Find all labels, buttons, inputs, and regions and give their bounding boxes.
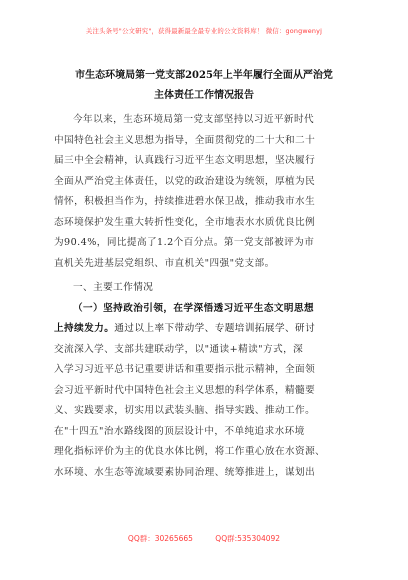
paragraph-line: 态环境保护发生重大转折性变化，全市地表水水质优良比例	[54, 216, 316, 228]
paragraph-line: 为90.4%，同比提高了1.2个百分点。第一党支部被评为市	[54, 237, 315, 248]
paragraph-line: 入学习习近平总书记重要讲话和重要指示批示精神，全面领	[54, 364, 316, 375]
paragraph-line: 会习近平新时代中国特色社会主义思想的科学体系，精髓要	[54, 384, 316, 396]
paragraph-line: 全面从严治党主体责任，以党的政治建设为统领，厚植为民	[54, 175, 316, 187]
subsection-heading-continued	[54, 319, 358, 340]
paragraph-line: 情怀，积极担当作为，持续推进碧水保卫战，推动我市水生	[54, 196, 316, 207]
paragraph-line: 义、实践要求，切实用以武装头脑、指导实践、推动工作。	[54, 405, 316, 416]
header-banner: 关注头条号"公文研究"，获得最新最全最专业的公文资料库！ 微信：gongwenyj	[85, 27, 323, 35]
paragraph-line: 理化指标评价为主的优良水体比例，将工作重心放在水资源、	[54, 446, 326, 457]
paragraph-line: 交流深入学、支部共建联动学，以"通读+精读"方式，深	[54, 343, 304, 355]
footer-qq-group-1: QQ群：30265665	[127, 534, 193, 543]
paragraph-line: 直机关先进基层党组织、市直机关"四强"党支部。	[54, 257, 275, 269]
section-heading: 一、主要工作情况	[73, 282, 154, 293]
document-title-line-1: 市生态环境局第一党支部2025年上半年履行全面从严治党	[75, 70, 333, 81]
subsection-heading: （一）坚持政治引领，在学深悟透习近平生态文明思想	[73, 302, 315, 314]
document-body	[54, 110, 358, 483]
document-title-line-2: 主体责任工作情况报告	[154, 90, 254, 101]
paragraph-line: 在"十四五"治水路线图的顶层设计中，不单纯追求水环境	[54, 425, 305, 437]
subsection-heading-bold-tail: 上持续发力。	[54, 323, 115, 334]
footer-qq-group-2: QQ群:535304092	[215, 534, 281, 543]
subsection-body-start: 通过以上率下带动学、专题培训拓展学、研讨	[114, 323, 316, 334]
paragraph-line: 今年以来，生态环境局第一党支部坚持以习近平新时代	[73, 114, 315, 125]
paragraph-line: 届三中全会精神，认真践行习近平生态文明思想，坚决履行	[54, 155, 316, 166]
footer-contact	[0, 533, 408, 544]
paragraph-line: 中国特色社会主义思想为指导，全面贯彻党的二十大和二十	[54, 134, 316, 146]
paragraph-line: 水环境、水生态等流域要素协同治理、统筹推进上，谋划出	[54, 466, 316, 478]
